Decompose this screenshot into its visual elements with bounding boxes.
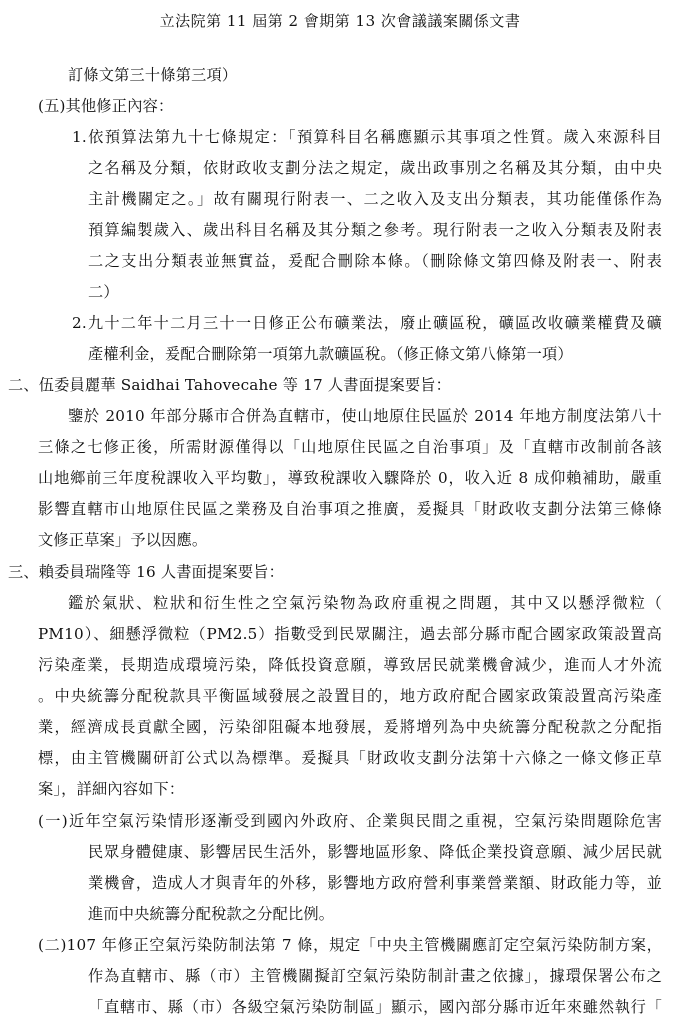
paragraph-line: 三條之七修正後，所需財源僅得以「山地原住民區之自治事項」及「直轄市改制前各該 (38, 438, 662, 456)
paragraph-line: PM10）、細懸浮微粒（PM2.5）指數受到民眾關注，過去部分縣市配合國家政策設置高 (38, 625, 662, 643)
paragraph-line: 文修正草案」予以因應。 (38, 531, 208, 549)
paragraph-line: (一)近年空氣污染情形逐漸受到國內外政府、企業與民間之重視，空氣污染問題除危害 (38, 812, 662, 830)
paragraph-line: 鑒於 2010 年部分縣市合併為直轄市，使山地原住民區於 2014 年地方制度法第八十 (68, 407, 662, 425)
paragraph-line: 2.九十二年十二月三十一日修正公布礦業法，廢止礦區稅，礦區改收礦業權費及礦 (72, 314, 662, 332)
paragraph-line: 訂條文第三十條第三項） (68, 66, 238, 84)
page-header: 立法院第 11 屆第 2 會期第 13 次會議議案關係文書 (159, 12, 521, 30)
paragraph-line: 「直轄市、縣（市）各級空氣污染防制區」顯示，國內部分縣市近年來雖然執行「 (88, 998, 662, 1016)
paragraph-line: 業機會，造成人才與青年的外移，影響地方政府營利事業營業額、財政能力等，並 (88, 874, 662, 892)
paragraph-line: 主計機關定之。」故有關現行附表一、二之收入及支出分類表，其功能僅係作為 (88, 190, 662, 208)
paragraph-line: 作為直轄市、縣（市）主管機關擬訂空氣污染防制計畫之依據」，據環保署公布之 (88, 967, 662, 985)
section-heading: (五)其他修正內容： (38, 97, 174, 115)
paragraph-line: 影響直轄市山地原住民區之業務及自治事項之推廣，爰擬具「財政收支劃分法第三條條 (38, 500, 662, 518)
paragraph-line: 二） (88, 283, 119, 301)
paragraph-line: 之名稱及分類，依財政收支劃分法之規定，歲出政事別之名稱及其分類，由中央 (88, 159, 662, 177)
paragraph-line: 進而中央統籌分配稅款之分配比例。 (88, 905, 335, 923)
paragraph-line: 山地鄉前三年度稅課收入平均數」，導致稅課收入驟降於 0，收入近 8 成仰賴補助，嚴重 (38, 469, 662, 487)
paragraph-line: 鑑於氣狀、粒狀和衍生性之空氣污染物為政府重視之問題，其中又以懸浮微粒（ (68, 594, 662, 612)
paragraph-line: 業，經濟成長貢獻全國，污染卻阻礙本地發展，爰將增列為中央統籌分配稅款之分配指 (38, 718, 662, 736)
paragraph-line: 案」，詳細內容如下： (38, 780, 185, 798)
section-heading: 三、賴委員瑞隆等 16 人書面提案要旨： (8, 563, 284, 581)
paragraph-line: 二之支出分類表並無實益，爰配合刪除本條。（刪除條文第四條及附表一、附表 (88, 252, 662, 270)
paragraph-line: 污染產業，長期造成環境污染，降低投資意願，導致居民就業機會減少，進而人才外流 (38, 656, 662, 674)
paragraph-line: 標，由主管機關研訂公式以為標準。爰擬具「財政收支劃分法第十六條之一條文修正草 (38, 749, 662, 767)
paragraph-line: 民眾身體健康、影響居民生活外，影響地區形象、降低企業投資意願、減少居民就 (88, 843, 662, 861)
paragraph-line: (二)107 年修正空氣污染防制法第 7 條，規定「中央主管機關應訂定空氣污染防制方案， (38, 936, 662, 954)
paragraph-line: 。中央統籌分配稅款具平衡區域發展之設置目的，地方政府配合國家政策設置高污染產 (38, 687, 662, 705)
paragraph-line: 產權利金，爰配合刪除第一項第九款礦區稅。（修正條文第八條第一項） (88, 345, 573, 363)
section-heading: 二、伍委員麗華 Saidhai Tahovecahe 等 17 人書面提案要旨： (8, 376, 452, 394)
paragraph-line: 1.依預算法第九十七條規定：「預算科目名稱應顯示其事項之性質。歲入來源科目 (72, 128, 662, 146)
paragraph-line: 預算編製歲入、歲出科目名稱及其分類之參考。現行附表一之收入分類表及附表 (88, 221, 662, 239)
